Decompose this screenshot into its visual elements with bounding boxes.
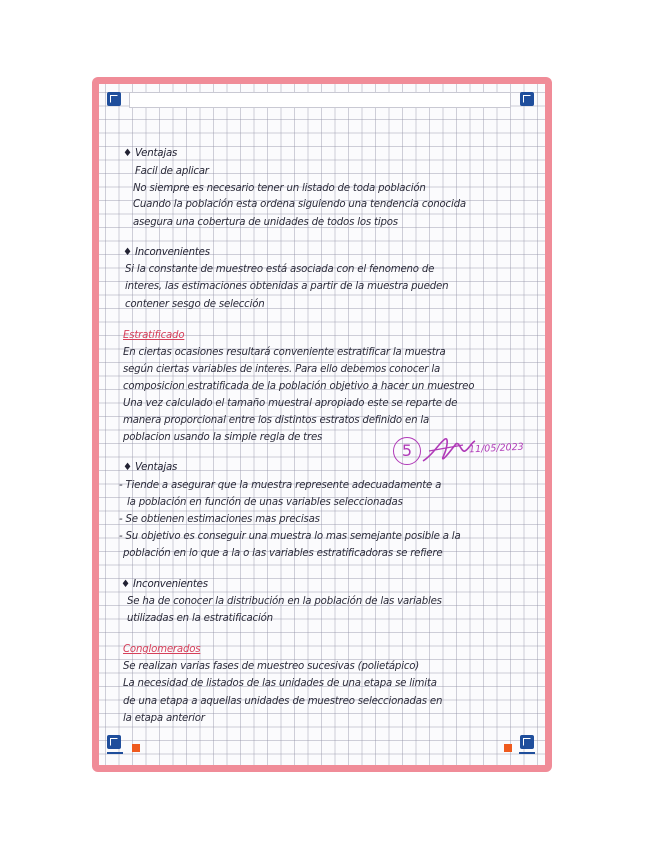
text-line: manera proporcional entre los distintos estratos definido en la — [123, 415, 430, 426]
stamp-date: 11/05/2023 — [468, 441, 525, 456]
heading-ventajas: ♦ Ventajas — [123, 148, 178, 159]
list-item: - Su objetivo es conseguir una muestra lo mas semejante posible a la — [119, 531, 461, 542]
text-line: contener sesgo de selección — [125, 299, 265, 310]
grade-circle: 5 — [393, 437, 421, 465]
text-line: Su objetivo es conseguir una muestra lo mas semejante posible a la — [125, 531, 461, 542]
text-line: Tiende a asegurar que la muestra represente adecuadamente a — [125, 480, 442, 491]
text-line: Inconvenientes — [134, 247, 210, 258]
heading-ventajas-2: ♦ Ventajas — [123, 462, 178, 473]
text-line: Se ha de conocer la distribución en la población de las variables — [127, 596, 442, 607]
text-line: Se obtienen estimaciones mas precisas — [125, 514, 320, 525]
text-line: Ventajas — [134, 148, 178, 159]
text-line: según ciertas variables de interes. Para ello debemos conocer la — [123, 364, 440, 375]
text-line: Si la constante de muestreo está asociada con el fenomeno de — [125, 264, 435, 275]
text-line: poblacion usando la simple regla de tres — [123, 432, 323, 443]
text-line: la etapa anterior — [123, 713, 205, 724]
heading-inconvenientes: ♦ Inconvenientes — [123, 247, 210, 258]
text-line: Una vez calculado el tamaño muestral apropiado este se reparte de — [123, 398, 458, 409]
text-line: a aquellas unidades de muestreo seleccionadas en — [191, 696, 443, 707]
text-line: Cuando la población esta ordena siguiendo una tendencia conocida — [133, 199, 466, 210]
text-line: Inconvenientes — [132, 579, 208, 590]
list-item: - Se obtienen estimaciones mas precisas — [119, 514, 320, 525]
grade-stamp — [389, 437, 525, 477]
text-line: la población en función de unas variables seleccionadas — [127, 497, 403, 508]
text-line: población en lo que a la o las variables estratificadoras se refiere — [123, 548, 443, 559]
text-line: Ventajas — [134, 462, 178, 473]
text-line: utilizadas en la estratificación — [127, 613, 273, 624]
heading-inconvenientes-2: ♦ Inconvenientes — [121, 579, 208, 590]
text-line: No siempre es necesario tener un listado de toda población — [133, 183, 426, 194]
notebook-page — [99, 84, 545, 765]
list-item: - Tiende a asegurar que la muestra represente adecuadamente a — [119, 480, 442, 491]
text-line: composicion estratificada de la población objetivo a hacer un muestreo — [123, 381, 475, 392]
heading-conglomerados: Conglomerados — [123, 644, 201, 655]
text-line: Se realizan varias fases de muestreo sucesivas (polietápico) — [123, 661, 420, 672]
text-line: Facil de aplicar — [135, 166, 209, 177]
text-line: asegura una cobertura de unidades de todos los tipos — [133, 217, 398, 228]
text-line: En ciertas ocasiones resultará conveniente estratificar la muestra — [123, 347, 446, 358]
handwritten-notes — [99, 84, 545, 765]
text-line: de una etapa a aquellas unidades de muestreo seleccionadas en — [123, 696, 443, 707]
text-line: interes, las estimaciones obtenidas a partir de la muestra pueden — [125, 281, 449, 292]
heading-estratificado: Estratificado — [123, 330, 185, 341]
text-line: La necesidad de listados de las unidades de una etapa se limita — [123, 678, 437, 689]
